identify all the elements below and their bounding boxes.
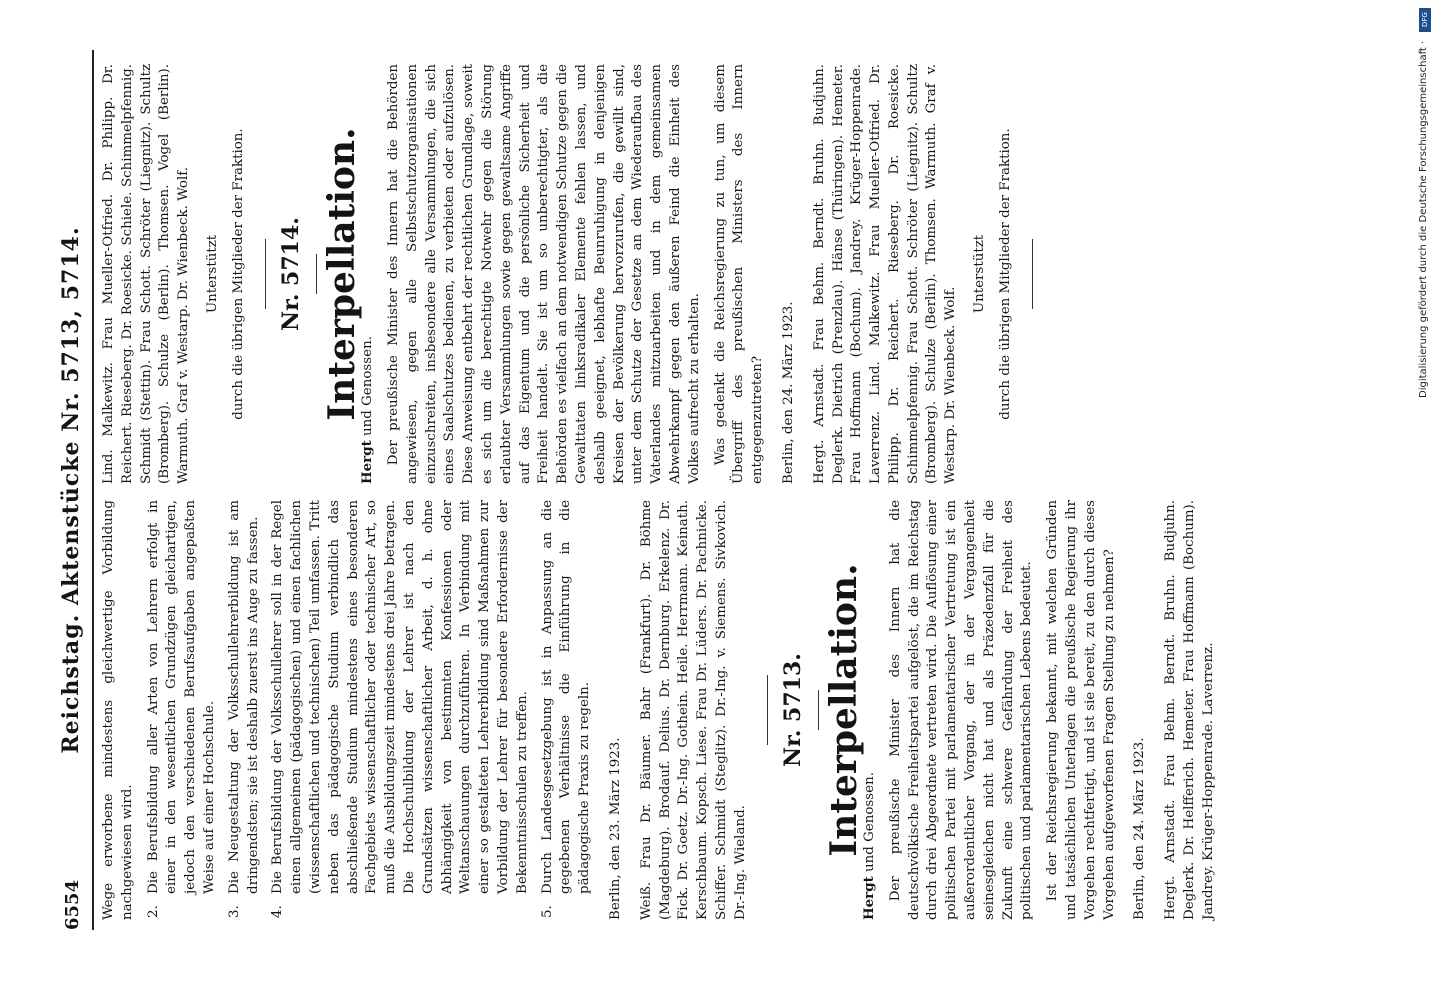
dfg-logo: DFG [1419,8,1431,32]
date-line: Berlin, den 23. März 1923. [607,737,623,920]
list-item [145,500,220,918]
list-text: Die Neugestaltung der Volksschullehrerbildung ist am dringendsten; sie ist deshalb zuerst ins Auge zu fassen. [226,500,261,894]
interpellation-heading: Interpellation. [823,563,866,857]
opener-rest: und Genossen. [360,336,376,441]
list-text: Die Berufsbildung der Volksschullehrer soll in der Regel einen allgemeinen (pädagogischen) und einen fachlichen (wissenschaftlichen und technischen) Teil umfassen. Tritt neben das pädagogische Studium verbindlich das abschließende Studium mindestens eines besonderen Fachgebiets wissenschaftlicher oder technischer Art, so muß die Ausbildungszeit mindestens drei Jahre betragen. Die Hochschulbildung der Lehrer ist nach den Grundsätzen wissenschaftlicher Arbeit, d. h. ohne Abhängigkeit von bestimmten Konfessionen oder Weltanschauungen durchzuführen. In Verbindung mit einer so gestalteten Lehrerbildung sind Maßnahmen zur Vorbildung der Lehrer für besondere Erfordernisse der Bekenntnisschulen zu treffen. [270,500,530,894]
body-paragraph: Was gedenkt die Reichsregierung zu tun, um diesem Übergriff des preußischen Ministers des Innern entgegenzutreten? [712,64,766,484]
proposal-list [145,500,595,920]
left-column [100,500,1229,920]
list-number: 2. [145,905,161,918]
separator-rule [767,675,768,745]
separator-rule [265,239,266,309]
intro-text: Wege erworbene mindestens gleichwertige Vorbildung nachgewiesen wird. [101,500,135,920]
separator-rule [818,690,819,730]
page-title: Reichstag. Aktenstücke Nr. 5713, 5714. [58,226,84,754]
page-number: 6554 [62,879,83,930]
list-number: 4. [270,905,286,918]
list-number: 3. [226,905,242,918]
supported-label: Unterstützt [204,234,220,314]
list-text: Durch Landesgesetzgebung ist in Anpassung an die gegebenen Verhältnisse die Einführung in die pädagogische Praxis zu regeln. [539,500,593,894]
signatory-names: Hergt. Arnstadt. Frau Behm. Berndt. Bruhn. Budjuhn. Deglerk. Dr. Helfferich. Hemeter. Frau Hoffmann (Bochum). Jandrey. Krüger-Hoppenrade. Laverrenz. [1163,500,1216,920]
right-column [100,64,1049,484]
list-item [269,500,532,918]
page-header [54,50,90,930]
opener-rest: und Genossen. [862,772,878,877]
date-line: Berlin, den 24. März 1923. [780,301,796,484]
funding-statement: Digitalisierung gefördert durch die Deutsche Forschungsgemeinschaft · [1418,40,1429,398]
document-number: Nr. 5713. [779,653,806,767]
separator-rule [316,254,317,294]
signatory-names: Hergt. Arnstadt. Frau Behm. Berndt. Bruhn. Budjuhn. Deglerk. Dietrich (Prenzlau). Hänse (Thüringen). Hemeter. Frau Hoffmann (Bochum). Jandrey. Krüger-Hoppenrade. Laverrenz. Lind. Malkewitz. Frau Mueller-Otfried. Dr. Philipp. Dr. Reichert. Rieseberg. Dr. Roesicke. Schimmelpfennig. Frau Schott. Schröter (Liegnitz). Schultz (Bromberg). Schulze (Berlin). Thomsen. Warmuth. Graf v. Westarp. Dr. Wienbeck. Wolf. [811,64,959,484]
opener-name: Hergt [861,876,878,920]
list-number: 5. [539,905,555,918]
signatory-names: Lind. Malkewitz. Frau Mueller-Otfried. Dr. Philipp. Dr. Reichert. Rieseberg. Dr. Roesicke. Schiele. Schimmelpfennig. Schmidt (Stettin). Frau Schott. Schröter (Liegnitz). Schultz (Bromberg). Schulze (Berlin). Thomsen. Vogel (Berlin). Warmuth. Graf v. Westarp. Dr. Wienbeck. Wolf. [101,64,192,484]
signatory-names: Weiß. Frau Dr. Bäumer. Bahr (Frankfurt). Dr. Böhme (Magdeburg). Brodauf. Delius. Dr. Dernburg. Erkelenz. Dr. Fick. Dr. Goetz. Dr.-Ing. Gothein. Heile. Herrmann. Keinath. Kerschbaum. Kopsch. Liese. Frau Dr. Lüders. Dr. Pachnicke. Schiffer. Schmidt (Steglitz). Dr.-Ing. v. Siemens. Sivkovich. Dr.-Ing. Wieland. [638,500,748,920]
body-paragraph: Der preußische Minister des Innern hat die deutschvölkische Freiheitspartei aufgelöst, die im Reichstag durch drei Abgeordnete vertreten wird. Die Auflösung einer politischen Partei mit parlamentarischer Vertretung ist ein außerordentlicher Vorgang, der in der Vergangenheit seinesgleichen nicht hat und als Präzedenzfall für die Zukunft eine schwere Gefährdung der Freiheit des politischen und parlamentarischen Lebens bedeutet. [887,500,1035,920]
interpellation-heading: Interpellation. [321,127,364,421]
header-rule [92,50,94,930]
supported-label: Unterstützt [972,234,988,314]
supported-by: durch die übrigen Mitglieder der Fraktion. [230,128,246,420]
opener-name: Hergt [359,440,376,484]
body-paragraph: Ist der Reichsregierung bekannt, mit welchen Gründen und tatsächlichen Unterlagen die preußische Regierung ihr Vorgehen rechtfertigt, und ist sie bereit, zu den durch dieses Vorgehen aufgeworfenen Fragen Stellung zu nehmen? [1045,500,1117,920]
body-paragraph: Der preußische Minister des Innern hat die Behörden angewiesen, gegen alle Selbstschutzorganisationen einzuschreiten, insbesondere alle Versammlungen, die sich eines Saalschutzes bedienen, zu verbieten oder aufzulösen. Diese Anweisung entbehrt der rechtlichen Grundlage, soweit es sich um die berechtigte Notwehr gegen die Störung erlaubter Versammlungen sowie gegen gewaltsame Angriffe auf das Eigentum und die persönliche Sicherheit und Freiheit handelt. Sie ist um so unberechtigter, als die Behörden es vielfach an dem notwendigen Schutze gegen die Gewalttaten linksradikaler Elemente fehlen lassen, und deshalb geeignet, lebhafte Beunruhigung in denjenigen Kreisen der Bevölkerung hervorzurufen, die gewillt sind, unter dem Schutze der Gesetze an dem Wiederaufbau des Vaterlandes mitzuarbeiten und in dem gemeinsamen Abwehrkampf gegen den äußeren Feind die Einheit des Volkes aufrecht zu erhalten. [385,64,702,484]
date-line: Berlin, den 24. März 1923. [1132,737,1148,920]
supported-by: durch die übrigen Mitglieder der Fraktion. [997,128,1013,420]
list-item [226,500,264,918]
separator-rule [1032,239,1033,309]
digitization-sidebar [1418,8,1432,992]
list-text: Die Berufsbildung aller Arten von Lehrern erfolgt in einer in den wesentlichen Grundzügen gleichartigen, jedoch den verschiedenen Berufsaufgaben angepaßten Weise auf einer Hochschule. [145,500,217,894]
document-number: Nr. 5714. [277,217,304,331]
list-item [539,500,595,918]
